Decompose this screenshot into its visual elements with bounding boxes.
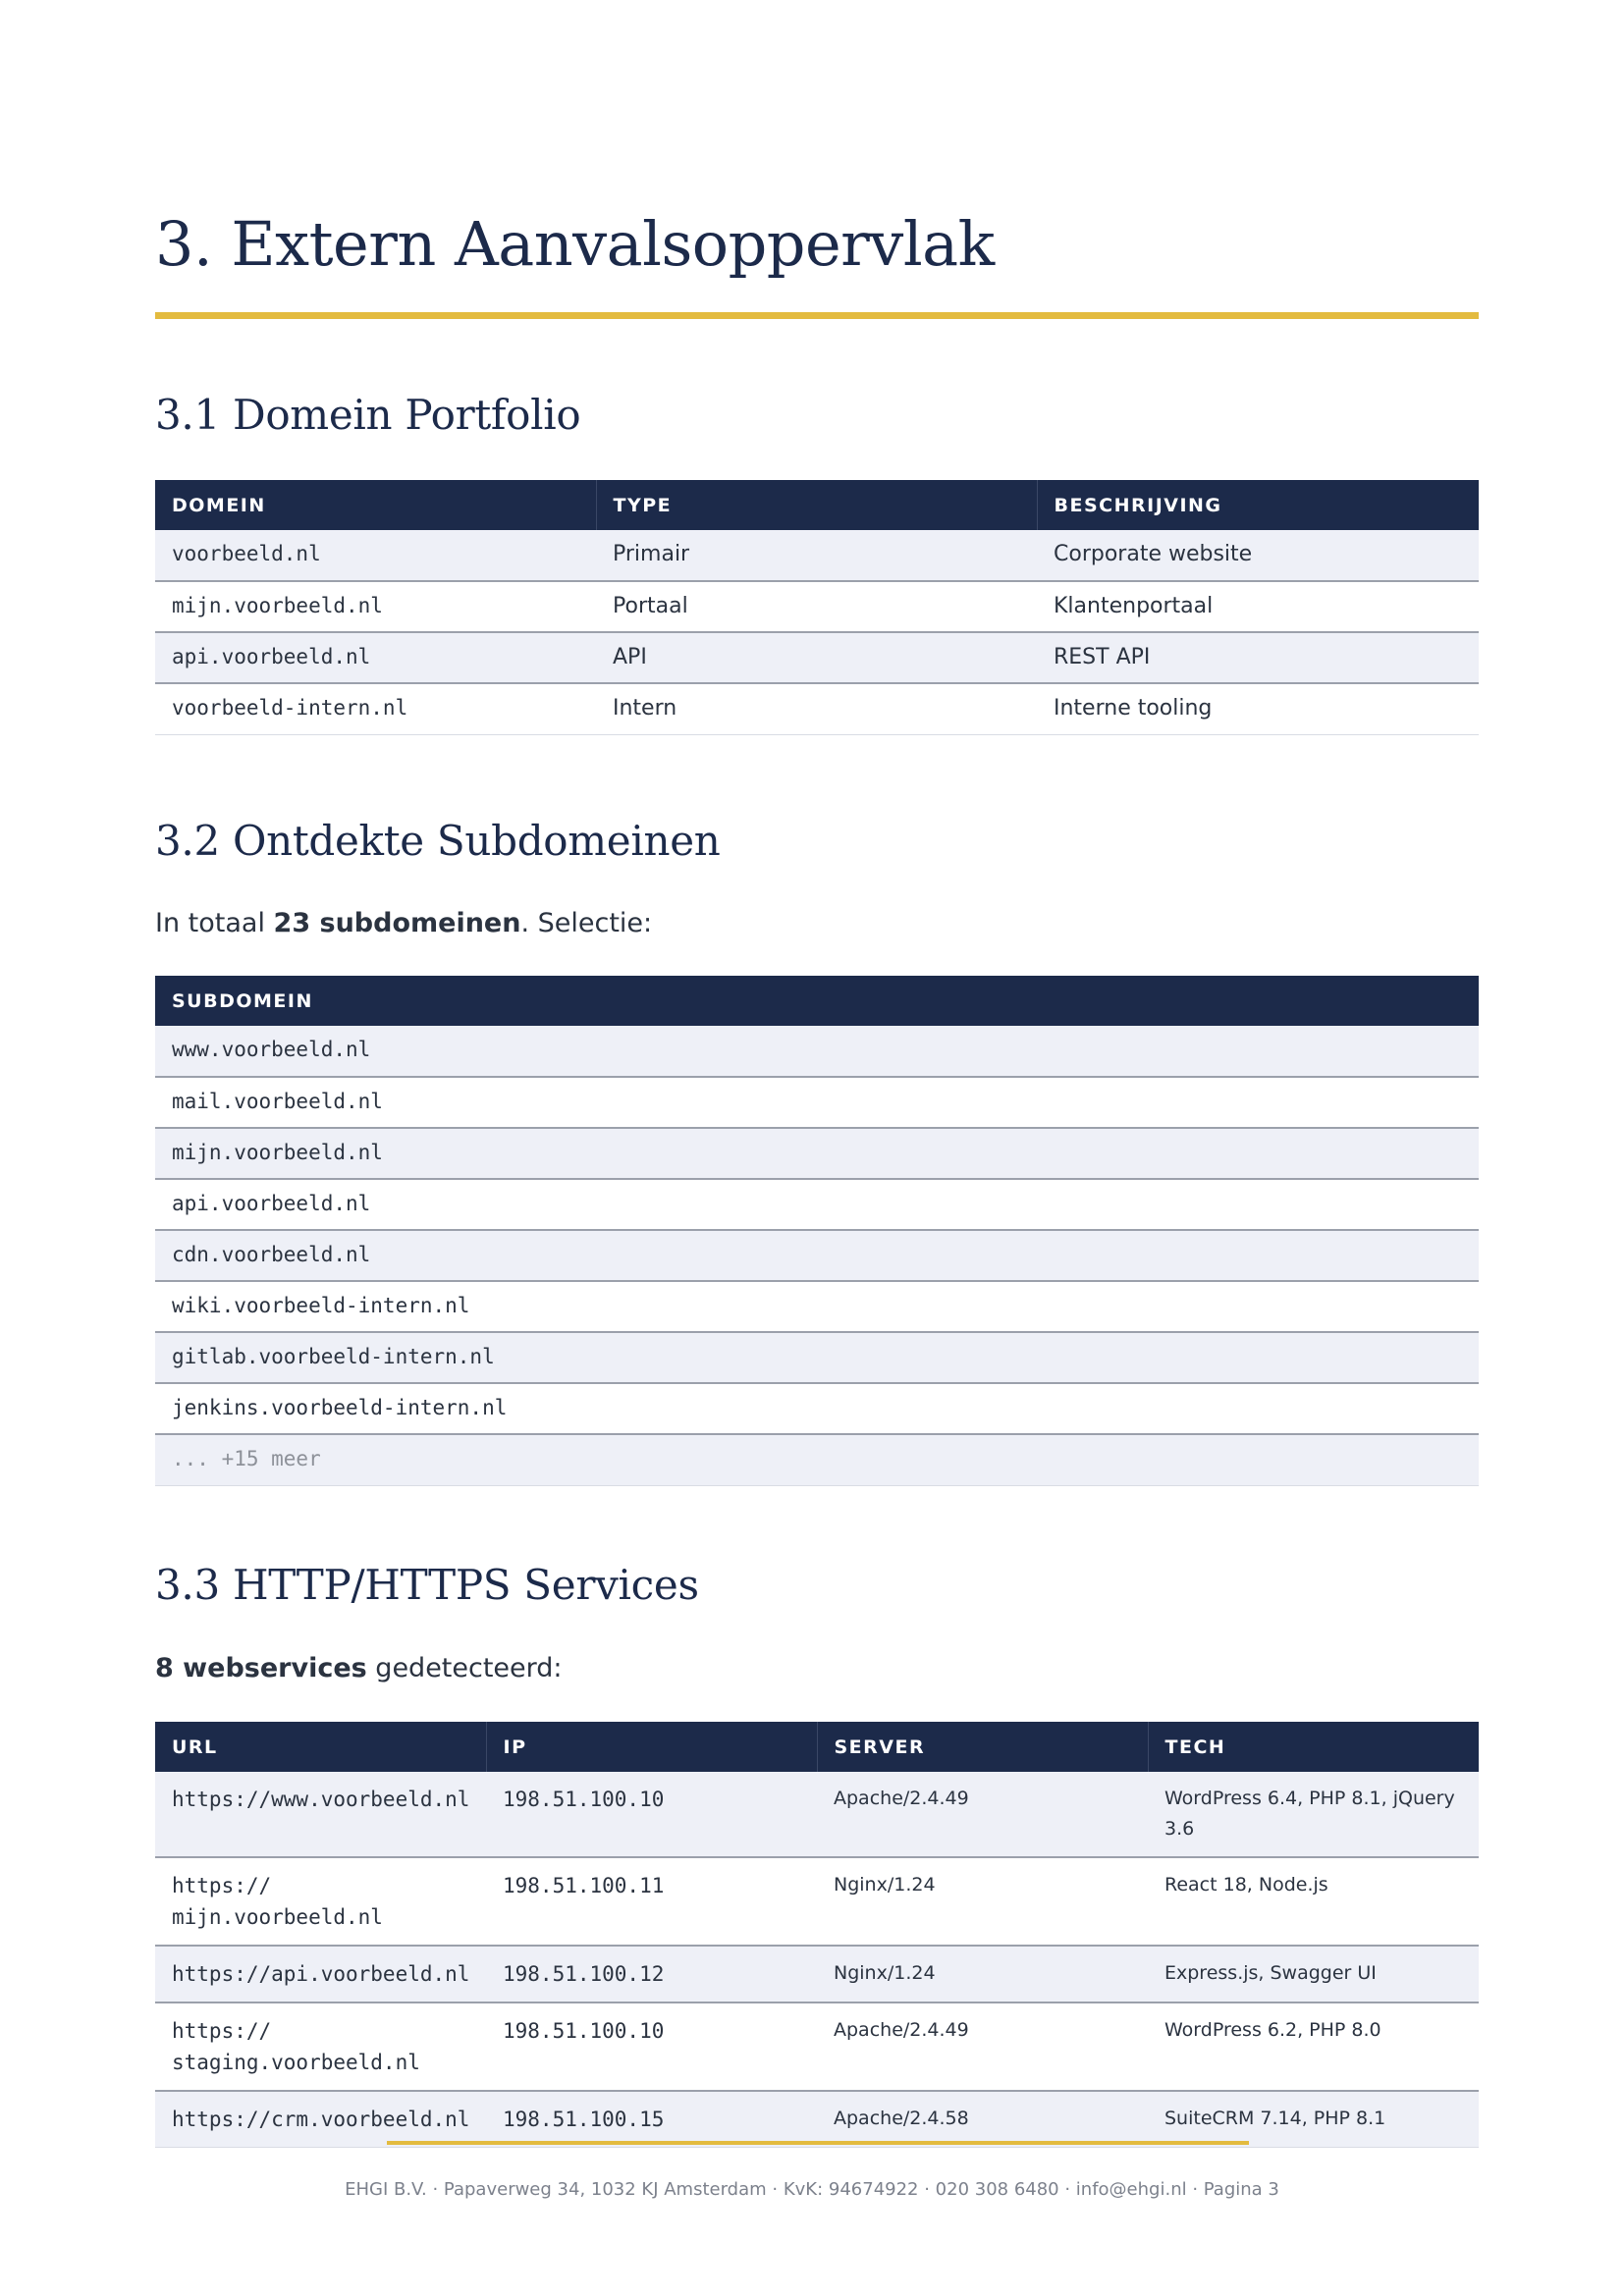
subdomain-cell: mijn.voorbeeld.nl bbox=[155, 1128, 1479, 1179]
column-header: URL bbox=[155, 1722, 486, 1772]
type-cell: Primair bbox=[596, 530, 1037, 581]
section-heading-domain-portfolio: 3.1 Domein Portfolio bbox=[155, 391, 581, 439]
subdomain-cell: api.voorbeeld.nl bbox=[155, 1179, 1479, 1230]
domain-cell: voorbeeld.nl bbox=[155, 530, 596, 581]
http-services-table bbox=[155, 1722, 1479, 2148]
table-row bbox=[155, 1077, 1479, 1128]
title-underline bbox=[155, 312, 1479, 319]
domain-portfolio-table bbox=[155, 480, 1479, 735]
domain-cell: mijn.voorbeeld.nl bbox=[155, 581, 596, 632]
table-row bbox=[155, 2091, 1479, 2148]
table-row bbox=[155, 1230, 1479, 1281]
section-heading-http-services: 3.3 HTTP/HTTPS Services bbox=[155, 1561, 699, 1609]
column-header: DOMEIN bbox=[155, 480, 596, 530]
table-row bbox=[155, 1857, 1479, 1946]
server-cell: Nginx/1.24 bbox=[817, 1857, 1148, 1946]
description-cell: Interne tooling bbox=[1037, 683, 1479, 734]
tech-cell: WordPress 6.2, PHP 8.0 bbox=[1148, 2002, 1479, 2091]
url-cell: https://api.voorbeeld.nl bbox=[155, 1946, 486, 2002]
table-row bbox=[155, 1383, 1479, 1434]
services-count: 8 webservices bbox=[155, 1653, 367, 1683]
table-header-row bbox=[155, 976, 1479, 1026]
subdomain-table bbox=[155, 976, 1479, 1486]
more-subdomains-cell: ... +15 meer bbox=[155, 1434, 1479, 1485]
table-header-row bbox=[155, 480, 1479, 530]
column-header: TECH bbox=[1148, 1722, 1479, 1772]
ip-cell: 198.51.100.10 bbox=[486, 1772, 817, 1857]
subdomain-cell: mail.voorbeeld.nl bbox=[155, 1077, 1479, 1128]
table-row bbox=[155, 1332, 1479, 1383]
table-row bbox=[155, 1026, 1479, 1077]
subdomain-summary: In totaal 23 subdomeinen. Selectie: bbox=[155, 908, 653, 938]
column-header: IP bbox=[486, 1722, 817, 1772]
column-header: SUBDOMEIN bbox=[155, 976, 1479, 1026]
table-row bbox=[155, 632, 1479, 683]
subdomain-cell: cdn.voorbeeld.nl bbox=[155, 1230, 1479, 1281]
ip-cell: 198.51.100.10 bbox=[486, 2002, 817, 2091]
column-header: TYPE bbox=[596, 480, 1037, 530]
tech-cell: React 18, Node.js bbox=[1148, 1857, 1479, 1946]
ip-cell: 198.51.100.12 bbox=[486, 1946, 817, 2002]
subdomain-cell: gitlab.voorbeeld-intern.nl bbox=[155, 1332, 1479, 1383]
footer-divider bbox=[387, 2141, 1249, 2145]
domain-cell: api.voorbeeld.nl bbox=[155, 632, 596, 683]
url-cell: https:// mijn.voorbeeld.nl bbox=[155, 1857, 486, 1946]
server-cell: Apache/2.4.49 bbox=[817, 2002, 1148, 2091]
table-row bbox=[155, 1946, 1479, 2002]
subdomain-count: 23 subdomeinen bbox=[273, 908, 521, 938]
ip-cell: 198.51.100.11 bbox=[486, 1857, 817, 1946]
column-header: SERVER bbox=[817, 1722, 1148, 1772]
description-cell: REST API bbox=[1037, 632, 1479, 683]
table-header-row bbox=[155, 1722, 1479, 1772]
type-cell: Portaal bbox=[596, 581, 1037, 632]
table-row bbox=[155, 581, 1479, 632]
table-row bbox=[155, 1179, 1479, 1230]
tech-cell: Express.js, Swagger UI bbox=[1148, 1946, 1479, 2002]
server-cell: Apache/2.4.58 bbox=[817, 2091, 1148, 2148]
table-row bbox=[155, 1128, 1479, 1179]
tech-cell: WordPress 6.4, PHP 8.1, jQuery 3.6 bbox=[1148, 1772, 1479, 1857]
table-row bbox=[155, 1281, 1479, 1332]
description-cell: Klantenportaal bbox=[1037, 581, 1479, 632]
table-row bbox=[155, 530, 1479, 581]
server-cell: Nginx/1.24 bbox=[817, 1946, 1148, 2002]
section-heading-subdomains: 3.2 Ontdekte Subdomeinen bbox=[155, 817, 721, 865]
table-row bbox=[155, 683, 1479, 734]
subdomain-cell: jenkins.voorbeeld-intern.nl bbox=[155, 1383, 1479, 1434]
column-header: BESCHRIJVING bbox=[1037, 480, 1479, 530]
url-cell: https:// staging.voorbeeld.nl bbox=[155, 2002, 486, 2091]
tech-cell: SuiteCRM 7.14, PHP 8.1 bbox=[1148, 2091, 1479, 2148]
table-row bbox=[155, 1434, 1479, 1485]
page-title: 3. Extern Aanvalsoppervlak bbox=[155, 208, 995, 280]
type-cell: Intern bbox=[596, 683, 1037, 734]
table-row bbox=[155, 1772, 1479, 1857]
description-cell: Corporate website bbox=[1037, 530, 1479, 581]
domain-cell: voorbeeld-intern.nl bbox=[155, 683, 596, 734]
subdomain-cell: www.voorbeeld.nl bbox=[155, 1026, 1479, 1077]
subdomain-cell: wiki.voorbeeld-intern.nl bbox=[155, 1281, 1479, 1332]
server-cell: Apache/2.4.49 bbox=[817, 1772, 1148, 1857]
services-summary: 8 webservices gedetecteerd: bbox=[155, 1653, 563, 1683]
ip-cell: 198.51.100.15 bbox=[486, 2091, 817, 2148]
page-footer: EHGI B.V. · Papaverweg 34, 1032 KJ Amsterdam · KvK: 94674922 · 020 308 6480 · info@ehgi.nl · Pagina 3 bbox=[345, 2179, 1279, 2200]
type-cell: API bbox=[596, 632, 1037, 683]
url-cell: https://crm.voorbeeld.nl bbox=[155, 2091, 486, 2148]
table-row bbox=[155, 2002, 1479, 2091]
url-cell: https://www.voorbeeld.nl bbox=[155, 1772, 486, 1857]
